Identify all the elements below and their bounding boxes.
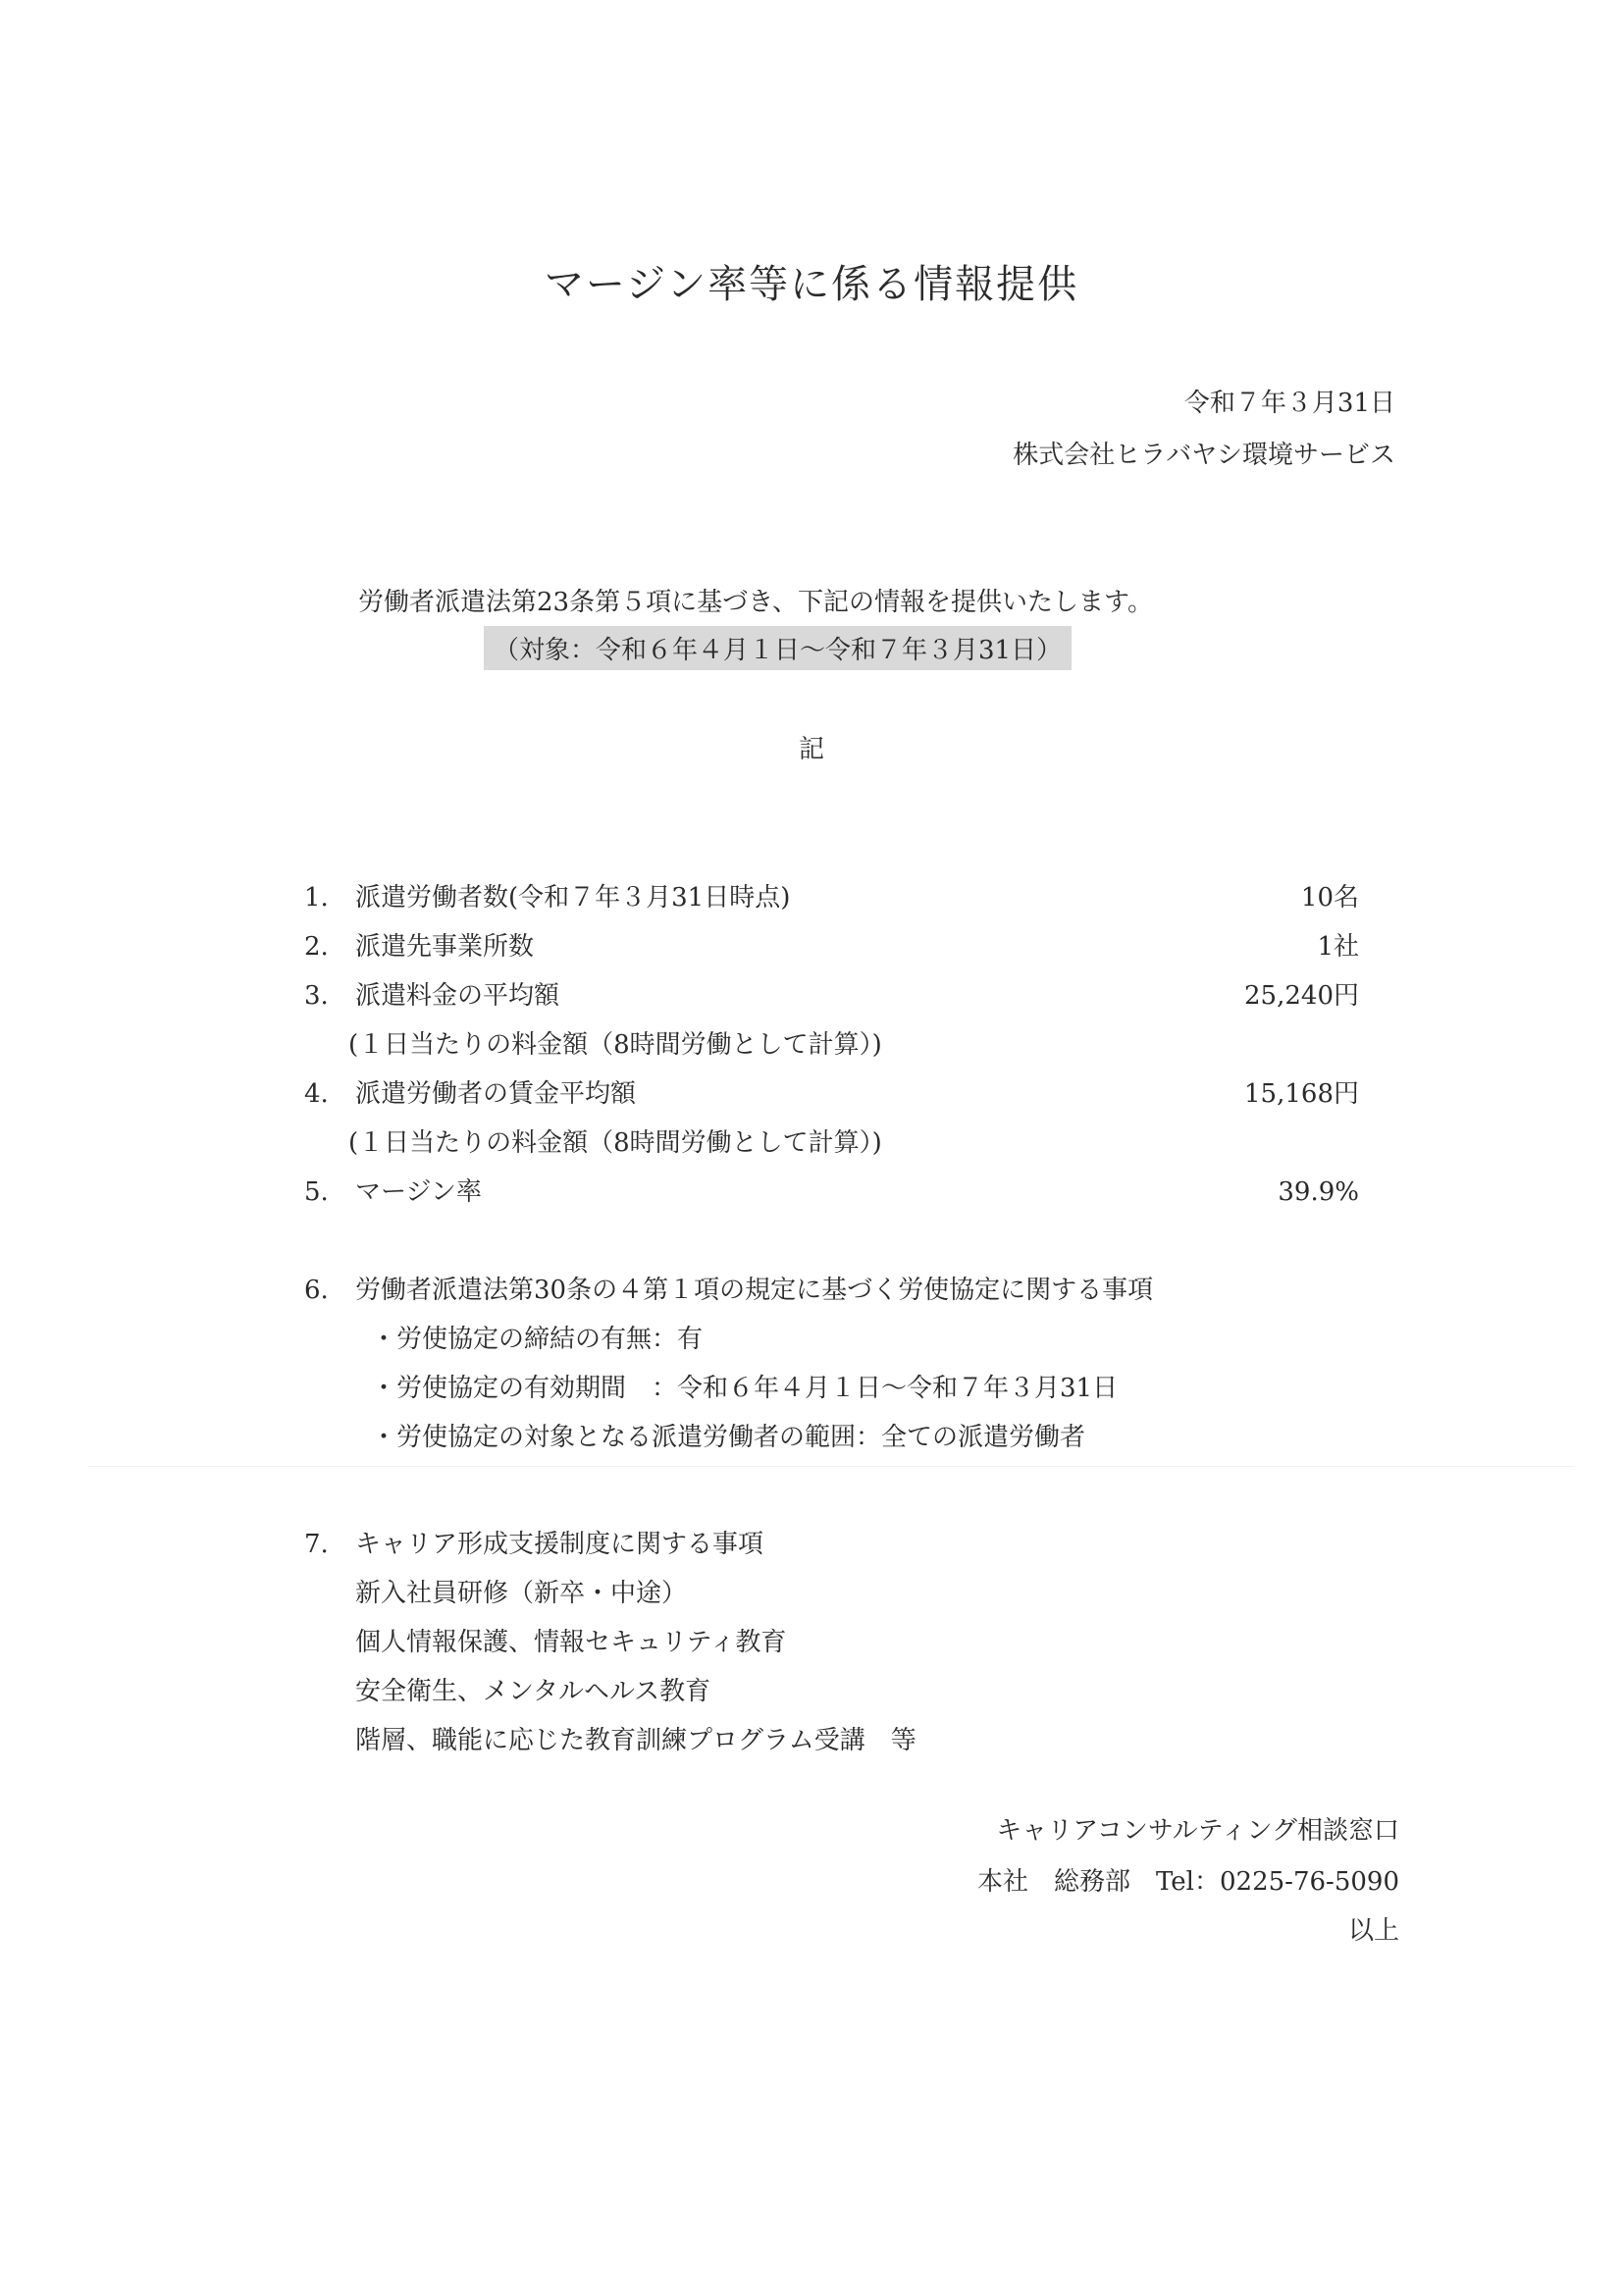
target-period: （対象：令和６年４月１日～令和７年３月31日） — [484, 626, 1072, 670]
item-label: 派遣労働者の賃金平均額 — [355, 1079, 637, 1109]
contact-desk: キャリアコンサルティング相談窓口 — [996, 1816, 1399, 1846]
item-value: 1社 — [1317, 932, 1359, 962]
program-item — [304, 1569, 1359, 1618]
list-item — [304, 1266, 1359, 1315]
item-list — [304, 873, 1359, 1765]
ki-heading: 記 — [798, 735, 824, 764]
bullet-text: ・労使協定の締結の有無：有 — [371, 1325, 704, 1354]
item-label: 派遣先事業所数 — [355, 932, 535, 962]
bullet-item — [304, 1413, 1359, 1462]
list-item — [304, 1070, 1359, 1119]
bullet-item — [304, 1364, 1359, 1413]
item-number: 7. — [304, 1530, 329, 1559]
list-item — [304, 922, 1359, 971]
item-label: 派遣料金の平均額 — [355, 981, 560, 1011]
item-label: 労働者派遣法第30条の４第１項の規定に基づく労使協定に関する事項 — [355, 1276, 1154, 1305]
item-value: 39.9% — [1278, 1177, 1359, 1207]
item-number: 5. — [304, 1177, 329, 1207]
scan-line-divider — [88, 1466, 1575, 1467]
document-date: 令和７年３月31日 — [1183, 389, 1395, 418]
spacer — [304, 1217, 1359, 1266]
list-item — [304, 971, 1359, 1020]
item-number: 3. — [304, 981, 329, 1011]
item-number: 2. — [304, 932, 329, 962]
item-label: キャリア形成支援制度に関する事項 — [355, 1530, 764, 1559]
program-text: 安全衛生、メンタルヘルス教育 — [355, 1677, 711, 1706]
item-number: 4. — [304, 1079, 329, 1109]
item-value: 10名 — [1300, 883, 1359, 913]
closing-mark: 以上 — [1347, 1916, 1399, 1946]
program-text: 個人情報保護、情報セキュリティ教育 — [355, 1628, 787, 1657]
item-number: 1. — [304, 883, 329, 913]
bullet-text: ・労使協定の有効期間 ：令和６年４月１日～令和７年３月31日 — [371, 1374, 1119, 1403]
list-item-note — [304, 1020, 1359, 1070]
bullet-text: ・労使協定の対象となる派遣労働者の範囲：全ての派遣労働者 — [371, 1423, 1086, 1452]
program-item — [304, 1667, 1359, 1716]
program-text: 新入社員研修（新卒・中途） — [355, 1579, 688, 1608]
spacer — [304, 1471, 1359, 1520]
list-item-note — [304, 1119, 1359, 1168]
bullet-item — [304, 1315, 1359, 1364]
item-label: マージン率 — [355, 1177, 482, 1207]
program-item — [304, 1618, 1359, 1667]
item-note: (１日当たりの料金額（8時間労働として計算）) — [348, 1030, 882, 1060]
intro-text: 労働者派遣法第23条第５項に基づき、下記の情報を提供いたします。 — [358, 588, 1153, 617]
program-text: 階層、職能に応じた教育訓練プログラム受講 等 — [355, 1726, 916, 1755]
list-item — [304, 873, 1359, 922]
item-number: 6. — [304, 1276, 329, 1305]
item-value: 25,240円 — [1244, 981, 1359, 1011]
document-title: マージン率等に係る情報提供 — [544, 262, 1079, 307]
item-note: (１日当たりの料金額（8時間労働として計算）) — [348, 1128, 882, 1158]
company-name: 株式会社ヒラバヤシ環境サービス — [1013, 441, 1395, 470]
item-label: 派遣労働者数(令和７年３月31日時点) — [355, 883, 791, 913]
program-item — [304, 1716, 1359, 1765]
list-item — [304, 1520, 1359, 1569]
contact-department: 本社 総務部 Tel：0225-76-5090 — [976, 1867, 1399, 1897]
item-value: 15,168円 — [1244, 1079, 1359, 1109]
list-item — [304, 1168, 1359, 1217]
